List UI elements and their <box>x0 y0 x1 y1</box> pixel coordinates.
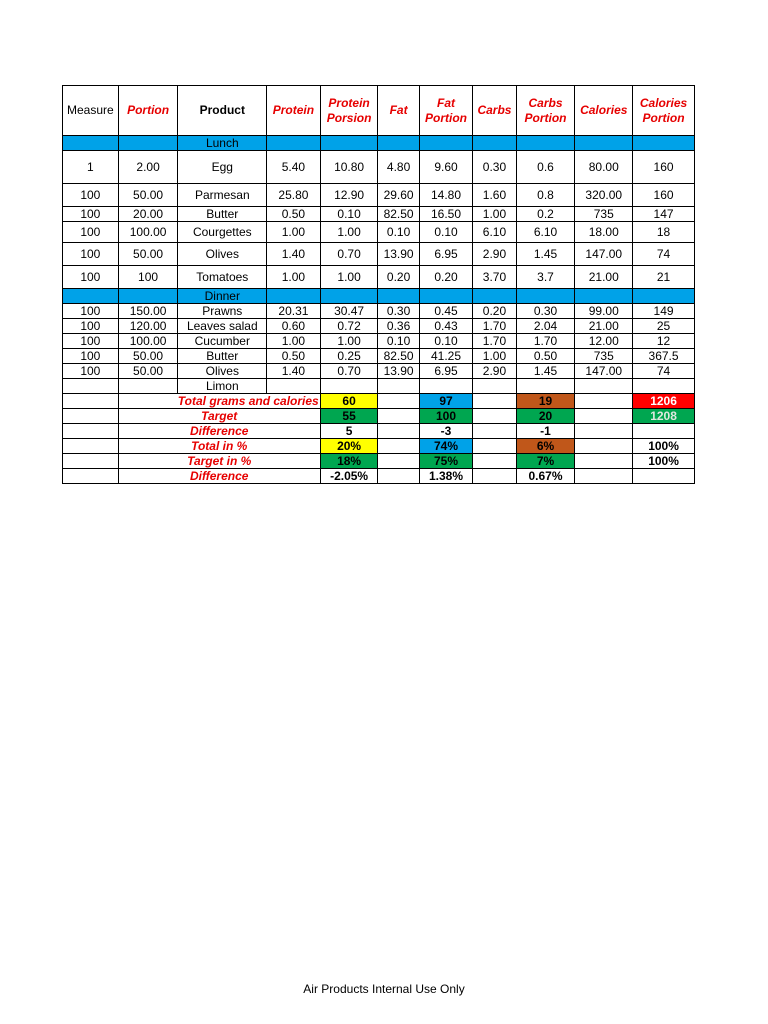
table-cell: Parmesan <box>178 184 267 207</box>
table-cell: 6.95 <box>419 243 473 266</box>
table-cell: 160 <box>633 184 695 207</box>
table-cell: 100 <box>63 207 119 222</box>
summary-carbs: 6% <box>516 439 575 454</box>
table-row <box>63 379 695 394</box>
summary-carbs: 20 <box>516 409 575 424</box>
table-cell: 147 <box>633 207 695 222</box>
summary-row-target <box>63 409 695 424</box>
header-carbs: Carbs <box>473 86 516 136</box>
table-cell: 1 <box>63 151 119 184</box>
summary-calories: 1208 <box>633 409 695 424</box>
table-cell: 0.36 <box>378 319 419 334</box>
table-cell: 6.10 <box>473 222 516 243</box>
table-cell: Limon <box>178 379 267 394</box>
table-cell: 1.00 <box>267 334 321 349</box>
table-cell: 2.04 <box>516 319 575 334</box>
table-row <box>63 207 695 222</box>
table-row <box>63 304 695 319</box>
summary-label: Target in % <box>118 454 320 469</box>
summary-fat: 1.38% <box>419 469 473 484</box>
table-cell: 50.00 <box>118 349 178 364</box>
table-cell: 1.00 <box>267 222 321 243</box>
table-cell: 6.95 <box>419 364 473 379</box>
table-cell: 120.00 <box>118 319 178 334</box>
table-cell <box>473 379 516 394</box>
table-cell: 100.00 <box>118 334 178 349</box>
header-carbs-portion: Carbs Portion <box>516 86 575 136</box>
table-cell: 0.45 <box>419 304 473 319</box>
summary-fat: 75% <box>419 454 473 469</box>
table-cell <box>419 379 473 394</box>
table-cell: 21.00 <box>575 266 633 289</box>
table-cell: 13.90 <box>378 364 419 379</box>
table-cell: 100 <box>63 243 119 266</box>
table-cell: 5.40 <box>267 151 321 184</box>
summary-carbs: 19 <box>516 394 575 409</box>
summary-carbs: -1 <box>516 424 575 439</box>
summary-protein: 55 <box>320 409 378 424</box>
summary-protein: 18% <box>320 454 378 469</box>
table-cell: 12.90 <box>320 184 378 207</box>
table-cell: 0.6 <box>516 151 575 184</box>
table-cell: 100 <box>63 266 119 289</box>
table-cell: 0.10 <box>419 334 473 349</box>
summary-calories <box>633 424 695 439</box>
table-cell: 0.50 <box>267 349 321 364</box>
table-cell: 18.00 <box>575 222 633 243</box>
summary-fat: 97 <box>419 394 473 409</box>
table-cell: 25 <box>633 319 695 334</box>
table-cell: 0.8 <box>516 184 575 207</box>
header-row <box>63 86 695 136</box>
section-band-lunch <box>63 136 695 151</box>
table-row <box>63 319 695 334</box>
table-cell: 0.70 <box>320 364 378 379</box>
table-cell: 150.00 <box>118 304 178 319</box>
table-cell: 1.00 <box>473 207 516 222</box>
table-cell <box>118 379 178 394</box>
table-cell: 50.00 <box>118 243 178 266</box>
summary-calories: 100% <box>633 439 695 454</box>
table-cell: 50.00 <box>118 184 178 207</box>
section-label-lunch: Lunch <box>178 136 267 151</box>
summary-protein: 60 <box>320 394 378 409</box>
summary-fat: 100 <box>419 409 473 424</box>
table-cell <box>320 379 378 394</box>
table-cell: 10.80 <box>320 151 378 184</box>
table-cell: 0.10 <box>378 222 419 243</box>
table-cell: 21.00 <box>575 319 633 334</box>
table-cell: 30.47 <box>320 304 378 319</box>
table-cell: 82.50 <box>378 207 419 222</box>
table-cell: Egg <box>178 151 267 184</box>
summary-label: Target <box>118 409 320 424</box>
table-cell: 0.20 <box>378 266 419 289</box>
table-cell: 1.40 <box>267 243 321 266</box>
table-cell: 100 <box>63 184 119 207</box>
table-row <box>63 334 695 349</box>
table-cell: 74 <box>633 364 695 379</box>
table-cell <box>633 379 695 394</box>
header-measure: Measure <box>63 86 119 136</box>
table-cell: 12.00 <box>575 334 633 349</box>
table-cell: 1.00 <box>320 266 378 289</box>
table-cell: 0.2 <box>516 207 575 222</box>
summary-carbs: 7% <box>516 454 575 469</box>
table-row <box>63 349 695 364</box>
table-cell: 1.60 <box>473 184 516 207</box>
table-cell: 74 <box>633 243 695 266</box>
summary-label: Difference <box>118 469 320 484</box>
table-cell: 99.00 <box>575 304 633 319</box>
table-row <box>63 184 695 207</box>
table-cell <box>516 379 575 394</box>
table-cell: 20.00 <box>118 207 178 222</box>
table-cell: 0.10 <box>378 334 419 349</box>
table-cell: 100.00 <box>118 222 178 243</box>
table-cell: 0.10 <box>419 222 473 243</box>
summary-calories <box>633 469 695 484</box>
table-cell: 0.50 <box>516 349 575 364</box>
header-calories-portion: Calories Portion <box>633 86 695 136</box>
table-cell: 100 <box>63 334 119 349</box>
table-cell: 100 <box>63 222 119 243</box>
table-cell: 1.40 <box>267 364 321 379</box>
table-cell: 6.10 <box>516 222 575 243</box>
table-cell: Butter <box>178 349 267 364</box>
table-cell: 2.90 <box>473 364 516 379</box>
table-cell: 25.80 <box>267 184 321 207</box>
table-cell: 320.00 <box>575 184 633 207</box>
table-cell: 41.25 <box>419 349 473 364</box>
table-cell: 0.60 <box>267 319 321 334</box>
table-cell: 0.72 <box>320 319 378 334</box>
table-cell: 735 <box>575 207 633 222</box>
table-cell: 9.60 <box>419 151 473 184</box>
table-cell: Olives <box>178 364 267 379</box>
table-cell: 18 <box>633 222 695 243</box>
table-cell: 100 <box>63 319 119 334</box>
summary-protein: 5 <box>320 424 378 439</box>
table-cell: 0.30 <box>378 304 419 319</box>
table-cell <box>267 379 321 394</box>
table-cell: 735 <box>575 349 633 364</box>
table-cell: 14.80 <box>419 184 473 207</box>
table-cell: 20.31 <box>267 304 321 319</box>
table-row <box>63 222 695 243</box>
table-cell: 12 <box>633 334 695 349</box>
summary-fat: -3 <box>419 424 473 439</box>
table-cell: 1.00 <box>473 349 516 364</box>
table-cell: Prawns <box>178 304 267 319</box>
table-cell: 0.30 <box>473 151 516 184</box>
summary-row-total-grams <box>63 394 695 409</box>
table-cell: 1.00 <box>320 334 378 349</box>
table-cell: Courgettes <box>178 222 267 243</box>
table-cell: Olives <box>178 243 267 266</box>
table-cell: 29.60 <box>378 184 419 207</box>
header-protein-portion: Protein Porsion <box>320 86 378 136</box>
table-cell: 21 <box>633 266 695 289</box>
table-row <box>63 266 695 289</box>
table-cell: 1.00 <box>267 266 321 289</box>
table-cell <box>575 379 633 394</box>
table-cell: 100 <box>118 266 178 289</box>
table-cell: 13.90 <box>378 243 419 266</box>
table-cell: 1.45 <box>516 243 575 266</box>
table-cell: 160 <box>633 151 695 184</box>
summary-row-target-pct <box>63 454 695 469</box>
table-cell: 0.43 <box>419 319 473 334</box>
header-fat: Fat <box>378 86 419 136</box>
table-cell: 0.20 <box>419 266 473 289</box>
table-cell: Butter <box>178 207 267 222</box>
table-cell: 100 <box>63 304 119 319</box>
header-protein: Protein <box>267 86 321 136</box>
table-cell: 149 <box>633 304 695 319</box>
summary-protein: 20% <box>320 439 378 454</box>
table-cell: 147.00 <box>575 364 633 379</box>
table-cell: 1.70 <box>516 334 575 349</box>
table-cell: 367.5 <box>633 349 695 364</box>
table-cell: 50.00 <box>118 364 178 379</box>
table-cell: 80.00 <box>575 151 633 184</box>
table-cell: 3.70 <box>473 266 516 289</box>
summary-label: Difference <box>118 424 320 439</box>
summary-row-difference-pct <box>63 469 695 484</box>
table-cell: 0.25 <box>320 349 378 364</box>
summary-calories: 100% <box>633 454 695 469</box>
table-row <box>63 364 695 379</box>
nutrition-table <box>62 85 695 484</box>
summary-label: Total in % <box>118 439 320 454</box>
section-label-dinner: Dinner <box>178 289 267 304</box>
table-cell: 0.20 <box>473 304 516 319</box>
summary-calories: 1206 <box>633 394 695 409</box>
table-cell <box>378 379 419 394</box>
table-cell: 1.70 <box>473 319 516 334</box>
header-calories: Calories <box>575 86 633 136</box>
table-cell: 1.70 <box>473 334 516 349</box>
table-cell: 3.7 <box>516 266 575 289</box>
table-cell: 1.45 <box>516 364 575 379</box>
header-portion: Portion <box>118 86 178 136</box>
table-cell: 2.00 <box>118 151 178 184</box>
table-cell: 0.10 <box>320 207 378 222</box>
table-cell: 100 <box>63 364 119 379</box>
summary-label: Total grams and calories <box>118 394 320 409</box>
table-cell: Cucumber <box>178 334 267 349</box>
table-cell <box>63 379 119 394</box>
table-cell: 2.90 <box>473 243 516 266</box>
summary-row-total-pct <box>63 439 695 454</box>
section-band-dinner <box>63 289 695 304</box>
table-cell: 82.50 <box>378 349 419 364</box>
summary-fat: 74% <box>419 439 473 454</box>
summary-carbs: 0.67% <box>516 469 575 484</box>
table-cell: 1.00 <box>320 222 378 243</box>
header-fat-portion: Fat Portion <box>419 86 473 136</box>
table-row <box>63 243 695 266</box>
summary-protein: -2.05% <box>320 469 378 484</box>
table-cell: Leaves salad <box>178 319 267 334</box>
footer-notice: Air Products Internal Use Only <box>303 982 465 996</box>
table-cell: 147.00 <box>575 243 633 266</box>
table-cell: 16.50 <box>419 207 473 222</box>
summary-row-difference <box>63 424 695 439</box>
table-row <box>63 151 695 184</box>
table-cell: 4.80 <box>378 151 419 184</box>
table-cell: 0.30 <box>516 304 575 319</box>
table-cell: 100 <box>63 349 119 364</box>
table-cell: 0.70 <box>320 243 378 266</box>
header-product: Product <box>178 86 267 136</box>
table-cell: 0.50 <box>267 207 321 222</box>
table-cell: Tomatoes <box>178 266 267 289</box>
